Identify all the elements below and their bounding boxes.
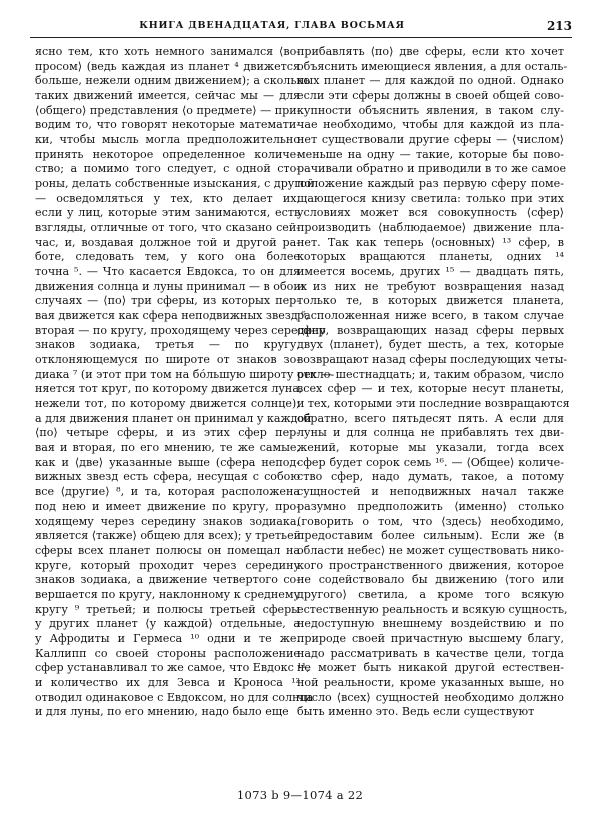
text-line: сфер, возвращающих назад сферы первых xyxy=(297,323,564,337)
text-line: щающегося книзу светила: только при этих xyxy=(297,191,564,205)
text-line: естественную реальность и всякую сущность, xyxy=(297,602,568,616)
text-line: имеется восемь, других ¹⁵ — двадцать пять, xyxy=(297,265,564,279)
text-line: — осведомляться у тех, кто делает их, xyxy=(35,191,300,205)
text-line: под нею и имеет движение по кругу, про- xyxy=(35,499,300,513)
text-line: расположенная ниже всего, в таком случае xyxy=(297,309,564,323)
text-line: предоставим более сильным). Если же ⟨в xyxy=(297,529,564,543)
text-line: ходящему через середину знаков зодиака, xyxy=(35,514,300,528)
text-line: природе своей причастную высшему благу, xyxy=(297,631,564,645)
text-line: луны и для солнца не прибавлять тех дви- xyxy=(297,426,564,440)
text-line: вершается по кругу, наклонному к среднему xyxy=(35,587,300,601)
text-line: нет. Так как теперь ⟨основных⟩ ¹³ сфер, в xyxy=(297,235,564,249)
text-line: если эти сферы должны в своей общей сово- xyxy=(297,89,564,103)
text-line: и для луны, по его мнению, надо было еще xyxy=(35,705,289,719)
text-line: меньше на одну — такие, которые бы пово- xyxy=(297,147,564,161)
text-line: водим то, что говорят некоторые математи- xyxy=(35,118,300,132)
text-line: вторая — по кругу, проходящему через середину xyxy=(35,323,326,337)
text-line: жений, которые мы указали, тогда всех xyxy=(297,441,564,455)
text-line: а для движения планет он принимал у каждой xyxy=(35,411,312,425)
text-line: знаков зодиака, а движение четвертого со- xyxy=(35,573,300,587)
text-line: которых вращаются планеты, одних ¹⁴ xyxy=(297,250,564,264)
text-line: час, и, воздавая должное той и другой ра- xyxy=(35,235,300,249)
text-line: принять некоторое определенное количе- xyxy=(35,147,300,161)
text-line: является ⟨также⟩ общею для всех); у третьей xyxy=(35,529,302,543)
left-text-column xyxy=(35,45,335,720)
text-line: вая движется как сфера неподвижных звезд ⁶, xyxy=(35,309,310,323)
text-line: если у лиц, которые этим занимаются, есть xyxy=(35,206,300,220)
running-title: КНИГА ДВЕНАДЦАТАЯ, ГЛАВА ВОСЬМАЯ xyxy=(139,20,405,31)
text-line: сфер устанавливал то же самое, что Евдокс ¹¹, xyxy=(35,661,310,675)
text-line: ⟨по⟩ четыре сферы, и из этих сфер пер- xyxy=(35,426,300,440)
text-line: у Афродиты и Гермеса ¹⁰ одни и те же. xyxy=(35,631,300,645)
text-line: Каллипп со своей стороны расположение xyxy=(35,646,300,660)
page-header xyxy=(30,17,572,38)
text-line: кого пространственного движения, которое xyxy=(297,558,564,572)
right-text-column xyxy=(297,45,570,720)
text-line: производить ⟨наблюдаемое⟩ движение пла- xyxy=(297,221,564,235)
text-line: ство сфер, надо думать, такое, а потому xyxy=(297,470,564,484)
text-line: и из них не требуют возвращения назад xyxy=(297,279,564,293)
text-line: случаях — ⟨по⟩ три сферы, из которых пер- xyxy=(35,294,300,308)
text-line: недоступную внешнему воздействию и по xyxy=(297,617,564,631)
text-line: не может быть никакой другой естествен- xyxy=(297,661,564,675)
text-line: движения солнца и луны принимал — в обоих xyxy=(35,279,307,293)
text-line: и тех, которыми эти последние возвращаются xyxy=(297,397,570,411)
text-line: и количество их для Зевса и Кроноса ¹² xyxy=(35,675,300,689)
text-line: точна ⁵. — Что касается Евдокса, то он для xyxy=(35,265,300,279)
text-line: больше, нежели одним движением); а сколько xyxy=(35,74,311,88)
text-line: роны, делать собственные изыскания, с другой xyxy=(35,177,315,191)
text-line: ки, чтобы мысль могла предположительно xyxy=(35,133,300,147)
text-line: таких движений имеется, сейчас мы — для xyxy=(35,89,300,103)
text-line: объяснить имеющиеся явления, а для осталь- xyxy=(297,59,568,73)
text-line: сфер будет сорок семь ¹⁶. — ⟨Общее⟩ количе- xyxy=(297,455,564,469)
text-line: сферы всех планет полюсы он помещал на xyxy=(35,543,300,557)
text-line: сущностей и неподвижных начал также xyxy=(297,485,564,499)
text-line: нет существовали другие сферы — ⟨числом⟩ xyxy=(297,133,564,147)
text-line: диака ⁷ (и этот при том на бо́льшую широту откло- xyxy=(35,367,335,381)
text-line: обратно, всего пятьдесят пять. А если для xyxy=(297,411,564,425)
text-line: рех — шестнадцать; и, таким образом, число xyxy=(297,367,564,381)
text-line: двух ⟨планет⟩, будет шесть, а тех, которые xyxy=(297,338,564,352)
text-line: число ⟨всех⟩ сущностей необходимо должно xyxy=(297,690,564,704)
text-line: быть именно это. Ведь если существуют xyxy=(297,705,535,719)
text-line: боте, следовать тем, у кого она более xyxy=(35,250,300,264)
text-line: разумно предположить ⟨именно⟩ столько xyxy=(297,499,564,513)
text-line: ⟨общего⟩ представления ⟨о предмете⟩ — при- xyxy=(35,103,301,117)
text-line: ных планет — для каждой по одной. Однако xyxy=(297,74,564,88)
text-line: условиях может вся совокупность ⟨сфер⟩ xyxy=(297,206,564,220)
text-line: отводил одинаковое с Евдоксом, но для солнца xyxy=(35,690,314,704)
text-line: знаков зодиака, третья — по кругу, xyxy=(35,338,300,352)
bekker-reference: 1073 b 9—1074 a 22 xyxy=(236,788,364,802)
text-line: ство; а помимо того следует, с одной сто- xyxy=(35,162,300,176)
text-line: купности объяснить явления, в таком слу- xyxy=(297,103,564,117)
text-line: как и ⟨две⟩ указанные выше (сфера непод- xyxy=(35,455,300,469)
text-line: отклоняющемуся по широте от знаков зо- xyxy=(35,353,300,367)
text-line: все ⟨другие⟩ ⁸, и та, которая расположена xyxy=(35,485,300,499)
text-line: кругу ⁹ третьей; и полюсы третьей сферы xyxy=(35,602,300,616)
text-line: у других планет ⟨у каждой⟩ отдельные, а xyxy=(35,617,300,631)
text-line: просом⟩ (ведь каждая из планет ⁴ движется xyxy=(35,59,300,73)
text-line: возвращают назад сферы последующих четы- xyxy=(297,353,568,367)
page-number: 213 xyxy=(546,19,572,33)
text-line: области небес⟩ не может существовать нико- xyxy=(297,543,564,557)
text-line: ясно тем, кто хоть немного занимался ⟨во- xyxy=(35,45,300,58)
text-line: круге, который проходит через середину xyxy=(35,558,300,572)
text-line: ной реальности, кроме указанных выше, но xyxy=(297,675,564,689)
text-line: вая и вторая, по его мнению, те же самые, xyxy=(35,441,300,455)
text-line: только те, в которых движется планета, xyxy=(297,294,564,308)
text-line: надо рассматривать в качестве цели, тогда xyxy=(297,646,564,660)
text-line: прибавлять ⟨по⟩ две сферы, если кто хочет xyxy=(297,45,564,58)
text-line: положение каждый раз первую сферу поме- xyxy=(297,177,564,191)
text-line: всех сфер — и тех, которые несут планеты, xyxy=(297,382,564,396)
text-line: взгляды, отличные от того, что сказано сей- xyxy=(35,221,300,235)
text-line: вижных звезд есть сфера, несущая с собою xyxy=(35,470,300,484)
text-line: чае необходимо, чтобы для каждой из пла- xyxy=(297,118,564,132)
text-line: рачивали обратно и приводили в то же самое xyxy=(297,162,567,176)
text-line: другого⟩ светила, а кроме того всякую xyxy=(297,587,564,601)
text-line: (говорить о том, что ⟨здесь⟩ необходимо, xyxy=(297,514,564,528)
text-line: не содействовало бы движению ⟨того или xyxy=(297,573,564,587)
text-line: нежели тот, по которому движется солнце); xyxy=(35,397,300,411)
text-line: няется тот круг, по которому движется луна, xyxy=(35,382,303,396)
